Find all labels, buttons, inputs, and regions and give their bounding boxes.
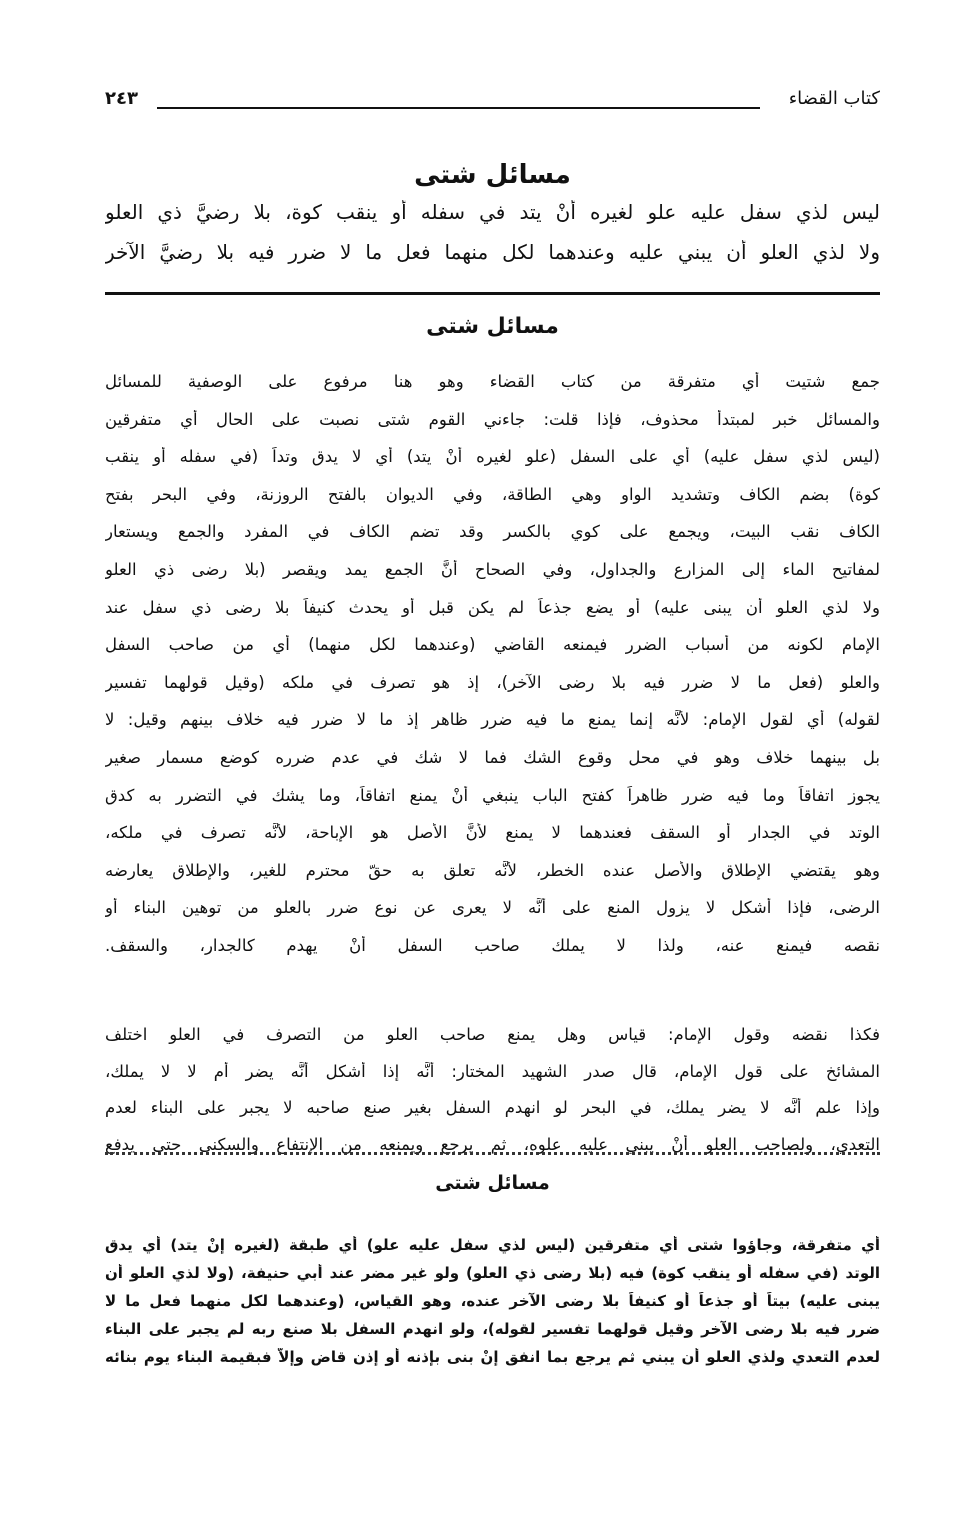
text-line: أي متفرقة، وجاؤوا شتى أي متفرقين (ليس لذي سفل عليه علو) أي طبقة (لغيره إنْ يتد) أي يدق (105, 1236, 880, 1254)
text-line: جمع شتيت أي متفرقة من كتاب القضاء وهو هنا مرفوع على الوصفية للمسائل (105, 372, 880, 391)
text-line: الإمام لكونه من أسباب الضرر فيمنعه القاضي (وعندهما لكل منهما) أي من صاحب السفل (105, 635, 880, 655)
header-rule (157, 107, 760, 109)
dotted-divider (105, 1152, 880, 1159)
text-line: بل بينهما خلاف وهو في محل وقوع الشك فما لا شك في عدم ضرره كوضع مسمار صغير (105, 748, 880, 767)
text-line: لعدم التعدي ولذي العلو أن يبني ثم يرجع بما انفق إنْ بنى بإذنه أو إذن قاض وإلاَّ فبقيمة البناء يوم بنائه (105, 1348, 880, 1366)
text-line: والمسائل خبر لمبتدأ محذوف، فإذا قلت: جاءني القوم شتى نصبت على الحال أي متفرقين (105, 409, 880, 429)
running-header (105, 88, 880, 114)
text-line: يجوز اتفاقاً وما فيه ضرر ظاهراً كفتح الباب ينبغي أنْ يمنع اتفاقاً، وما يشك في التضرر به كدق (105, 785, 880, 805)
text-line: الرضى، فإذا أشكل لا يزول المنع على أنَّه لا يعرى عن نوع ضرر بالعلو من توهين البناء أو (105, 898, 880, 918)
text-line: لقوله) أي لقول الإمام: لأنَّه إنما يمنع ما فيه ضرر ظاهر إذ ما لا ضرر فيه خلاف بينهم وقيل: لا (105, 710, 880, 730)
text-line: والعلو (فعل ما لا ضرر فيه بلا رضى الآخر)، إذ هو تصرف في ملكه (وقيل قولهما تفسير (105, 672, 880, 692)
text-line: (ليس لذي سفل عليه) أي على السفل (علو لغيره أنْ يتد) أي لا يدق وتداً (في سفله أو ينقب (105, 447, 880, 467)
text-line: يبنى عليه) بيتاً أو جذعاً أو كنيفاً بلا رضى الآخر عنده، وهو القياس، (وعندهما لكل منهما فعل ما لا (105, 1292, 880, 1310)
text-line: الوتد (في سفله أو ينقب كوة) فيه (بلا رضى ذي العلو) ولو غير مضر عند أبي حنيفة، (ولا لذي العلو أن (105, 1264, 880, 1282)
matn-divider (105, 292, 880, 295)
text-line: كوة) بضم الكاف وتشديد الواو وهي الطاقة، وفي الديوان بالفتح الروزنة، وفي البحر بفتح (105, 484, 880, 504)
footnote-title: مسائل شتى (435, 1172, 550, 1194)
text-line: وهو يقتضي الإطلاق والأصل عنده الخطر، لأنَّه تعلق به حقّ محترم للغير، والإطلاق يعارضه (105, 860, 880, 880)
text-line: التعدي، ولصاحب العلو أنْ يبني عليه علوه، ثم يرجع ويمنعه من الإنتفاع والسكنى حتى يدفع (105, 1134, 880, 1154)
text-line: المشائخ على قول الإمام، قال صدر الشهيد المختار: أنَّه إذا أشكل أنَّه يضر أم لا لا يملك، (105, 1061, 880, 1081)
page-number: ٢٤٣ (105, 88, 138, 109)
matn-title: مسائل شتى (414, 160, 571, 190)
matn-line: ولا لذي العلو أن يبني عليه وعندهما لكل منهما فعل ما لا ضرر فيه بلا رضيَّ الآخر (105, 240, 880, 264)
text-line: وإذا علم أنَّه لا يضر يملك، في البحر لو انهدم السفل بغير صنع صاحبه لا يجبر على البناء لعدم (105, 1098, 880, 1117)
text-line: الوتد في الجدار أو السقف فعندهما لا يمنع لأنَّ الأصل هو الإباحة، لأنَّه تصرف في ملكه، (105, 823, 880, 843)
text-line: فكذا نقضه وقول الإمام: قياس وهل يمنع صاحب العلو من التصرف في العلو اختلف (105, 1025, 880, 1044)
commentary-title: مسائل شتى (426, 314, 559, 339)
text-line: الكاف نقب البيت، ويجمع على كوي بالكسر وقد تضم الكاف في المفرد والجمع ويستعار (105, 522, 880, 542)
text-line: نقصه فيمنع عنه، ولذا لا يملك صاحب السفل أنْ يهدم كالجدار، والسقف. (105, 936, 880, 955)
matn-line: ليس لذي سفل عليه علو لغيره أنْ يتد في سفله أو ينقب كوة، بلا رضيَّ ذي العلو (105, 200, 880, 224)
text-line: ضرر فيه بلا رضى الآخر وقيل قولهما تفسير لقوله)، ولو انهدم السفل بلا صنع ربه لم يجبر على البناء (105, 1320, 880, 1338)
book-title: كتاب القضاء (788, 88, 880, 109)
text-line: ولا لذي العلو أن يبنى عليه) أو يضع جذعاً لم يكن قبل أو يحدث كنيفاً بلا رضى ذي سفل عند (105, 597, 880, 617)
text-line: لمفاتيح الماء إلى المزارع والجداول، وفي الصحاح أنَّ الجمع يمد ويقصر (بلا رضى ذي العلو (105, 560, 880, 579)
